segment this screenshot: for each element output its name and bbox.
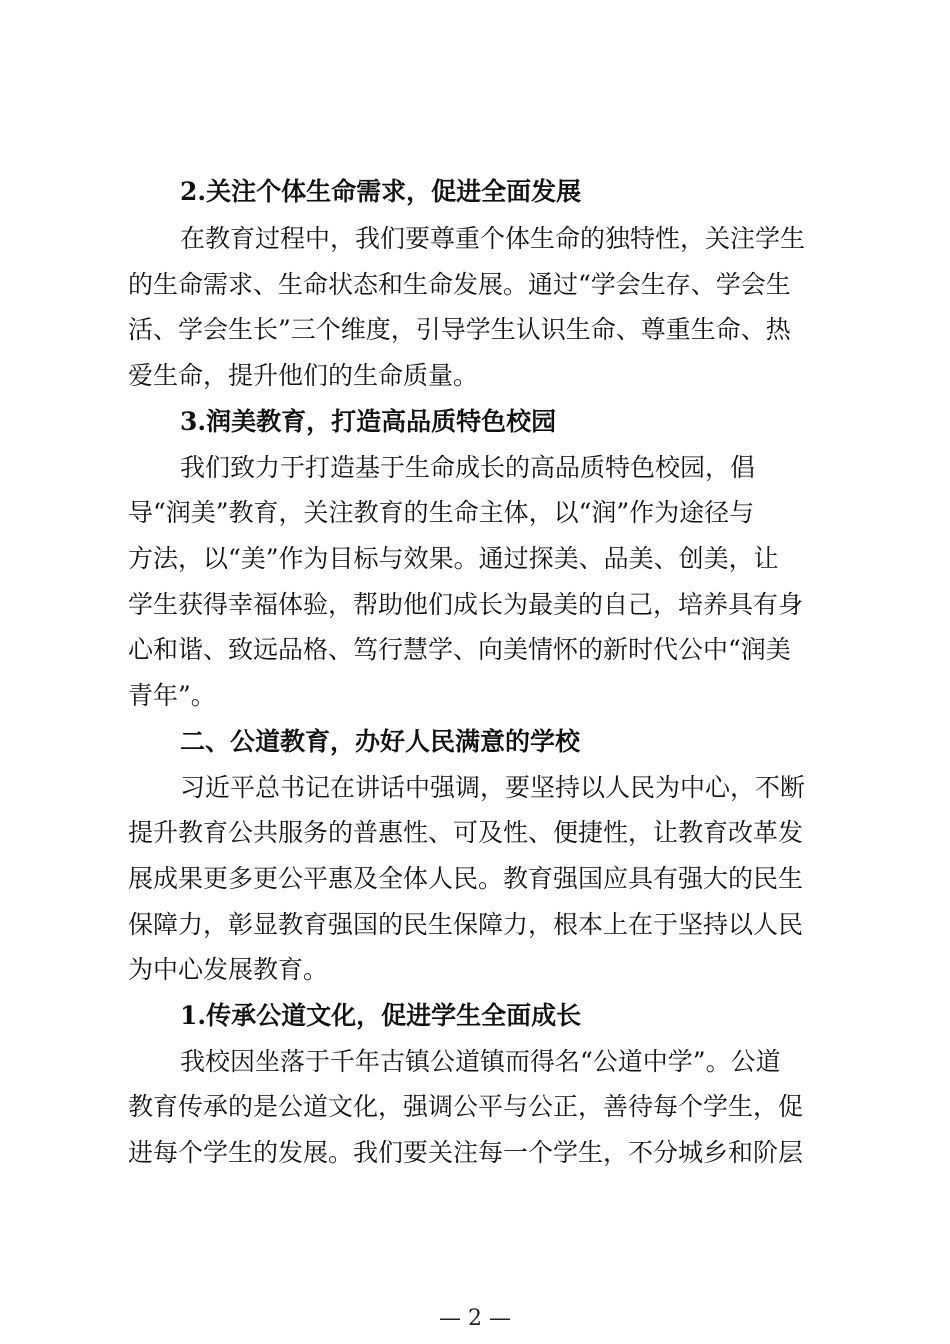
paragraph-line: 青年”。 [128,681,216,710]
paragraph-line: 在教育过程中，我们要尊重个体生命的独特性，关注学生 [180,224,806,253]
paragraph-line: 保障力，彰显教育强国的民生保障力，根本上在于坚持以人民 [128,910,804,939]
heading-1-inherit-gongdao-culture: 1.传承公道文化，促进学生全面成长 [180,1001,582,1030]
paragraph-line: 进每个学生的发展。我们要关注每一个学生，不分城乡和阶层 [128,1138,804,1167]
paragraph-line: 心和谐、致远品格、笃行慧学、向美情怀的新时代公中“润美 [128,635,791,664]
paragraph-line: 为中心发展教育。 [128,955,329,984]
paragraph-line: 习近平总书记在讲话中强调，要坚持以人民为中心，不断 [180,773,806,802]
paragraph-line: 导“润美”教育，关注教育的生命主体，以“润”作为途径与 [128,498,755,527]
paragraph-line: 学生获得幸福体验，帮助他们成长为最美的自己，培养具有身 [128,590,804,619]
paragraph-line: 我校因坐落于千年古镇公道镇而得名“公道中学”。公道 [180,1047,781,1076]
heading-2-care-life-needs: 2.关注个体生命需求，促进全面发展 [180,177,582,206]
paragraph-line: 展成果更多更公平惠及全体人民。教育强国应具有强大的民生 [128,864,804,893]
paragraph-line: 方法，以“美”作为目标与效果。通过探美、品美、创美，让 [128,544,779,573]
paragraph-line: 的生命需求、生命状态和生命发展。通过“学会生存、学会生 [128,270,791,299]
page-number: — 2 — [439,1306,511,1331]
section-heading-gongdao-education: 二、公道教育，办好人民满意的学校 [180,727,581,756]
paragraph-line: 提升教育公共服务的普惠性、可及性、便捷性，让教育改革发 [128,818,804,847]
paragraph-line: 教育传承的是公道文化，强调公平与公正，善待每个学生，促 [128,1092,804,1121]
paragraph-line: 活、学会生长”三个维度，引导学生认识生命、尊重生命、热 [128,315,791,344]
heading-3-runmei-education: 3.润美教育，打造高品质特色校园 [180,407,557,436]
paragraph-line: 爱生命，提升他们的生命质量。 [128,361,479,390]
paragraph-line: 我们致力于打造基于生命成长的高品质特色校园，倡 [180,453,756,482]
